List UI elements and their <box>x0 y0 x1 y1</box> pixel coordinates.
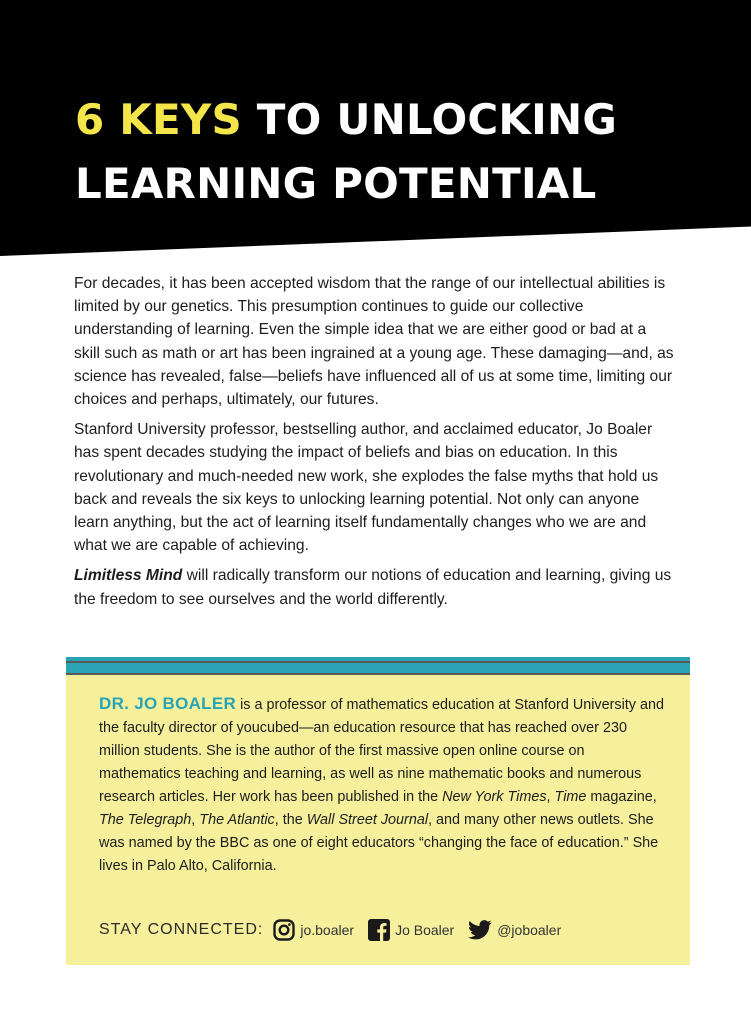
book-title: Limitless Mind <box>74 567 183 585</box>
bio-text: , and many other news outlets. She was named by the BBC as one of eight educators “changing the face of education.” She lives in Palo Alto, California. <box>99 812 659 874</box>
bio-text: , the <box>274 812 307 828</box>
publication-nyt: New York Times <box>442 789 547 805</box>
facebook-name: Jo Boaler <box>395 922 455 938</box>
bio-text: magazine, <box>586 789 657 805</box>
instagram-link[interactable] <box>273 919 354 941</box>
twitter-icon <box>468 920 492 940</box>
intro-paragraph-3 <box>74 564 674 610</box>
twitter-handle: @joboaler <box>497 922 562 938</box>
instagram-handle: jo.boaler <box>300 922 355 938</box>
intro-text <box>74 272 674 618</box>
publication-atlantic: The Atlantic <box>199 812 275 828</box>
bio-text: is a professor of mathematics education at Stanford University and the faculty director of youcubed—an education resource that has reached over 230 million students. She is the author of the first massive open online course on mathematics teaching and learning, as well as nine mathematic books and numerous research articles. Her work has been published in the <box>99 697 665 805</box>
instagram-icon <box>273 919 295 941</box>
twitter-link[interactable] <box>468 920 561 940</box>
author-bio <box>99 692 669 878</box>
title-line2: LEARNING POTENTIAL <box>75 159 597 208</box>
facebook-icon <box>368 919 390 941</box>
intro-paragraph-1: For decades, it has been accepted wisdom that the range of our intellectual abilities is limited by our genetics. This presumption continues to guide our collective understanding of learning. Even the simple idea that we are either good or bad at a skill such as math or art has been ingrained at a young age. These damaging—and, as science has revealed, false—beliefs have influenced all of us at some time, limiting our choices and perhaps, ultimately, our futures. <box>74 275 674 409</box>
author-bio-box <box>66 675 690 965</box>
publication-telegraph: The Telegraph <box>99 812 192 828</box>
intro-paragraph-2: Stanford University professor, bestselling author, and acclaimed educator, Jo Boaler has spent decades studying the impact of beliefs and bias on education. In this revolutionary and much-needed new work, she explodes the false myths that hold us back and reveals the six keys to unlocking learning potential. Not only can anyone learn anything, but the act of learning itself fundamentally changes who we are and what we are capable of achieving. <box>74 421 659 555</box>
title-highlight: 6 KEYS <box>75 95 242 144</box>
publication-time: Time <box>554 789 587 805</box>
facebook-link[interactable] <box>368 919 454 941</box>
author-name: DR. JO BOALER <box>99 694 237 713</box>
stay-connected-row <box>99 916 575 944</box>
page-title <box>75 88 617 216</box>
intro-paragraph-3-rest: will radically transform our notions of education and learning, giving us the freedom to see ourselves and the world differently. <box>74 567 672 608</box>
bio-separator: , <box>191 812 200 828</box>
bio-separator: , <box>546 789 555 805</box>
divider-stripes <box>66 657 690 675</box>
stripe-3 <box>66 663 690 673</box>
title-line1-rest: TO UNLOCKING <box>241 95 617 144</box>
stay-connected-label: STAY CONNECTED: <box>99 921 264 938</box>
publication-wsj: Wall Street Journal <box>306 812 429 828</box>
